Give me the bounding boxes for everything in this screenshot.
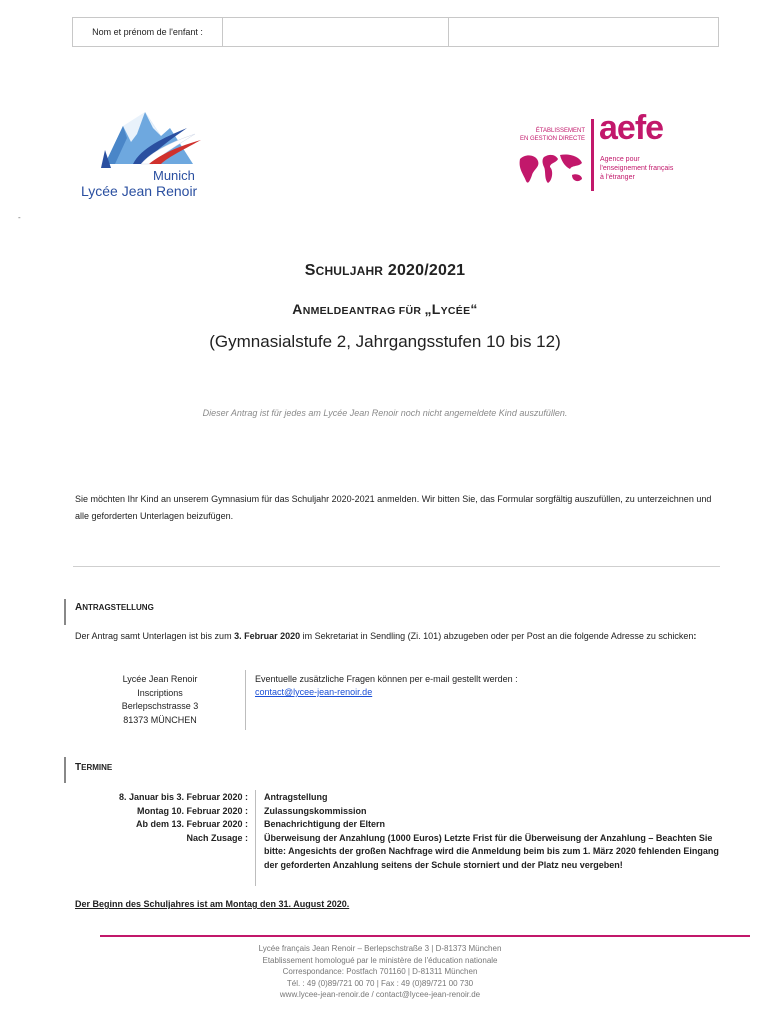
termine-heading-initial: T (75, 762, 82, 773)
termine-heading-rest: ERMINE (81, 763, 113, 772)
aefe-tagline-3: à l'étranger (600, 174, 635, 181)
application-title-quote-close: “ (470, 301, 478, 317)
termine-divider (255, 790, 256, 886)
aefe-status-line1: ÉTABLISSEMENT (535, 128, 585, 134)
lycee-logo-city: Munich (153, 168, 195, 183)
questions-text: Eventuelle zusätzliche Fragen können per e-mail gestellt werden : (255, 674, 518, 684)
level-subtitle: (Gymnasialstufe 2, Jahrgangsstufen 10 bis 12) (209, 332, 561, 351)
address-line-2: Inscriptions (137, 687, 183, 698)
contact-email-link[interactable]: contact@lycee-jean-renoir.de (255, 687, 373, 697)
title-initial: S (304, 262, 316, 279)
postal-address (90, 673, 230, 727)
world-map-icon (516, 151, 586, 189)
child-name-field[interactable] (223, 18, 449, 46)
termine-heading (75, 762, 112, 773)
antragstellung-text-colon: : (693, 631, 697, 641)
aefe-tagline-1: Agence pour (600, 156, 640, 163)
address-line-3: Berlepschstrasse 3 (121, 701, 199, 711)
termine-item-4: Überweisung der Anzahlung (1000 Euros) Letzte Frist für die Überweisung der Anzahlung – Beachten Sie bitte: Angesichts der großen Nachfrage wird die Anmeldung beim bis zum 1. März 2020 fehlenden Eingang der geforderten Anzahlung seitens der Schule storniert und der Platz neu vergeben! (264, 832, 719, 870)
child-name-label: Nom et prénom de l'enfant : (73, 18, 223, 46)
aefe-logo (500, 109, 700, 195)
termine-date-4: Nach Zusage : (186, 832, 248, 843)
child-name-extra-field[interactable] (449, 18, 718, 46)
instruction-note: Dieser Antrag ist für jedes am Lycée Jean Renoir noch nicht angemeldete Kind auszufüllen. (202, 408, 568, 418)
antragstellung-bar (64, 599, 66, 625)
aefe-status (500, 127, 585, 143)
child-name-table (72, 17, 719, 47)
termine-date-3: Ab dem 13. Februar 2020 : (135, 819, 248, 829)
antragstellung-heading-rest: NTRAGSTELLUNG (82, 603, 154, 612)
footer-line-1: Lycée français Jean Renoir – Berlepschstraße 3 | D-81373 München (258, 944, 502, 953)
termine-date-2: Montag 10. Februar 2020 : (136, 805, 248, 816)
footer-line-4: Tél. : 49 (0)89/721 00 70 | Fax : 49 (0)89/721 00 730 (286, 978, 474, 988)
termine-item-3: Benachrichtigung der Eltern (264, 819, 386, 829)
title-year: 2020/2021 (387, 262, 466, 279)
footer (100, 943, 660, 1001)
antragstellung-text-after: im Sekretariat in Sendling (Zi. 101) abzugeben oder per Post an die folgende Adresse zu schicken (300, 631, 694, 641)
antragstellung-heading-initial: A (75, 602, 83, 613)
termine-item-2: Zulassungskommission (264, 805, 367, 816)
termine-bar (64, 757, 66, 783)
deadline-date: 3. Februar 2020 (234, 631, 301, 641)
termine-item-1: Antragstellung (264, 792, 328, 802)
aefe-tagline (600, 155, 673, 182)
footer-line-5: www.lycee-jean-renoir.de / contact@lycee-jean-renoir.de (279, 990, 481, 999)
application-title (0, 301, 770, 317)
termine-date-1: 8. Januar bis 3. Februar 2020 : (118, 792, 248, 802)
application-title-initial: A (292, 301, 303, 317)
address-line-1: Lycée Jean Renoir (122, 674, 198, 684)
footer-line-3: Correspondance: Postfach 701160 | D-81311 München (282, 967, 478, 976)
address-line-4: 81373 MÜNCHEN (123, 714, 197, 725)
lycee-logo (75, 98, 215, 210)
footer-rule (100, 935, 750, 937)
address-divider (245, 670, 246, 730)
aefe-logo-divider (591, 119, 594, 191)
tick-mark: - (18, 213, 21, 222)
school-year-title (0, 262, 770, 280)
footer-line-2: Etablissement homologué par le ministère de l'éducation nationale (262, 955, 498, 965)
termine-items (264, 791, 719, 872)
aefe-tagline-2: l'enseignement français (600, 165, 674, 172)
aefe-status-line2: EN GESTION DIRECTE (519, 136, 585, 142)
lycee-logo-name: Lycée Jean Renoir (81, 183, 198, 199)
section-divider (73, 566, 720, 567)
antragstellung-text-before: Der Antrag samt Unterlagen ist bis zum (75, 631, 235, 641)
application-title-smallcaps: NMELDEANTRAG FÜR (302, 305, 425, 317)
application-title-quote-open: „L (424, 301, 441, 317)
antragstellung-text (75, 628, 725, 645)
title-smallcaps: CHULJAHR (315, 264, 384, 278)
application-title-smallcaps-2: YCÉE (440, 305, 471, 317)
antragstellung-heading (75, 602, 154, 613)
school-start-note: Der Beginn des Schuljahres ist am Montag den 31. August 2020. (75, 899, 350, 909)
termine-dates (62, 791, 248, 845)
intro-paragraph: Sie möchten Ihr Kind an unserem Gymnasium für das Schuljahr 2020-2021 anmelden. Wir bitten Sie, das Formular sorgfältig auszufüllen, zu unterzeichnen und alle geforderten Unterlagen beizufügen. (75, 494, 712, 521)
aefe-logo-wordmark: aefe (599, 109, 664, 147)
